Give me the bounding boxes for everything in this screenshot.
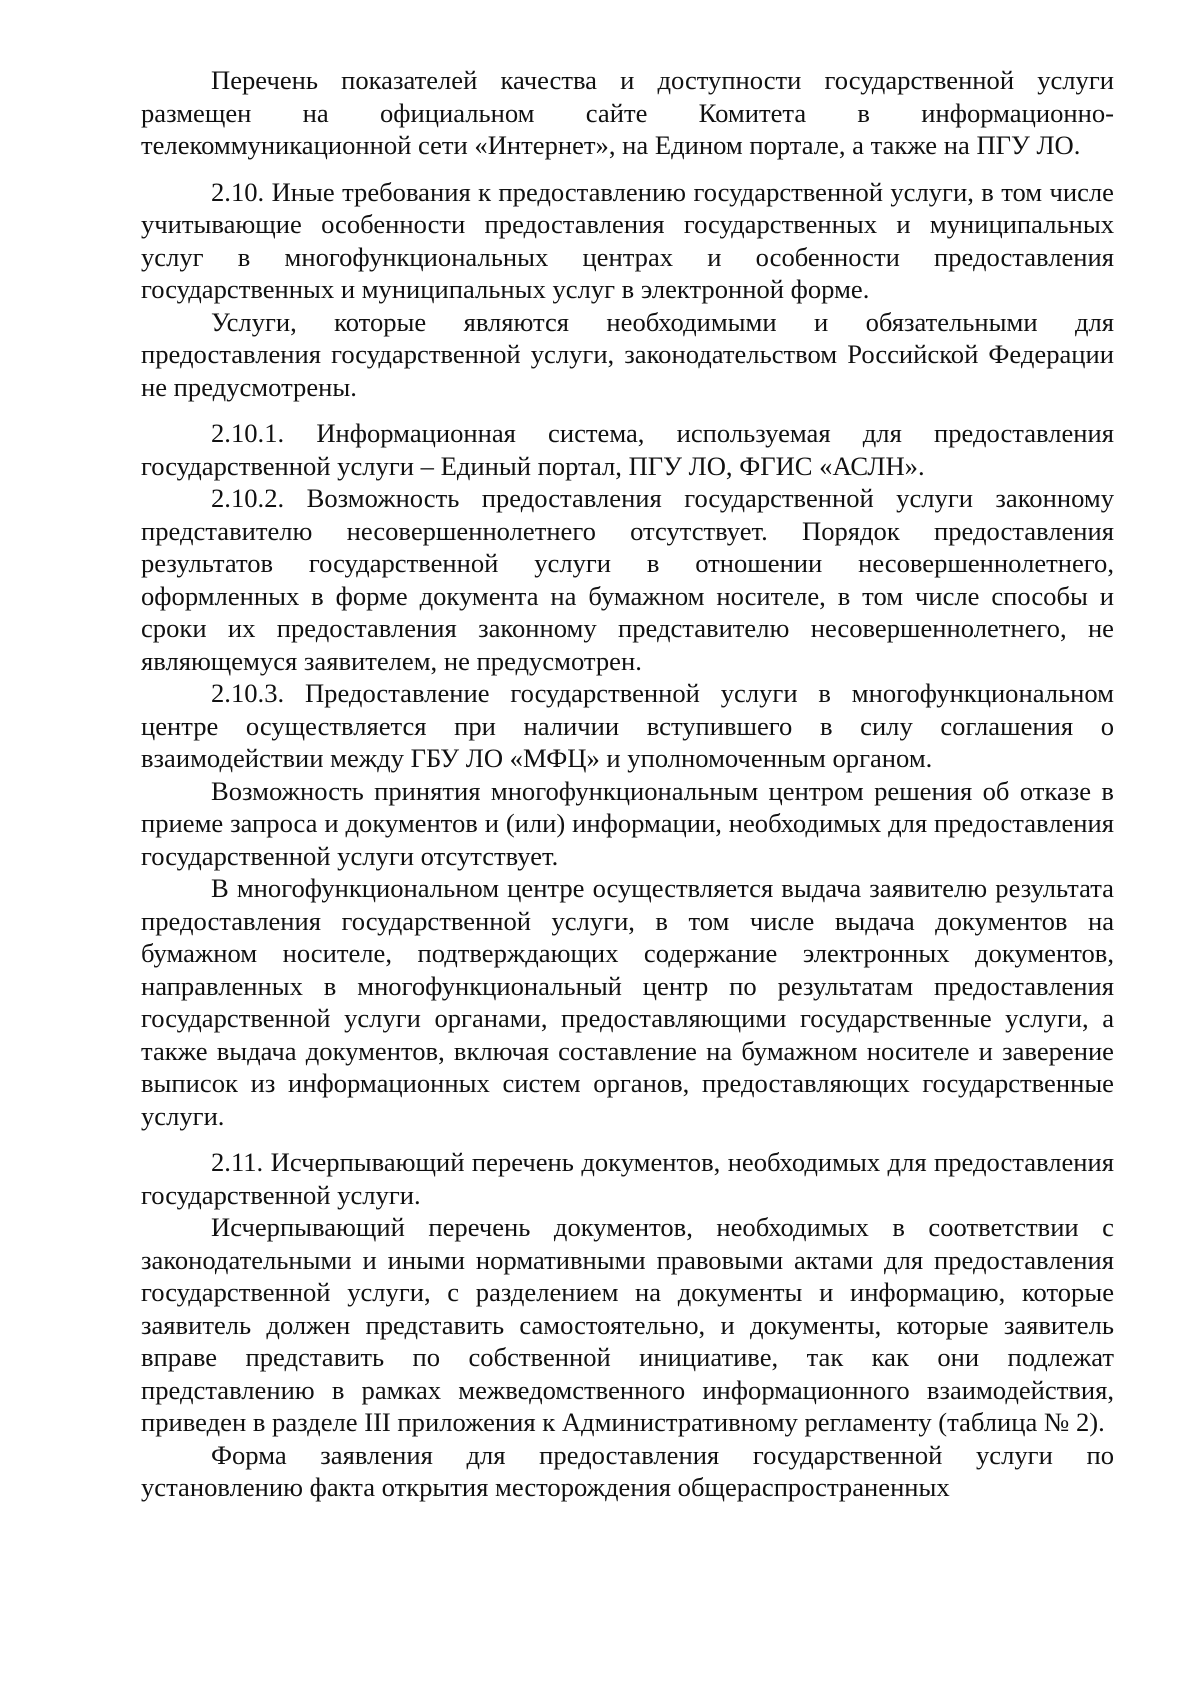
- paragraph-mfc-refusal: Возможность принятия многофункциональным центром решения об отказе в приеме запроса и документов и (или) информации, необходимых для предоставления государственной услуги отсутствует.: [141, 775, 1114, 871]
- paragraph-required-services: Услуги, которые являются необходимыми и обязательными для предоставления государственной услуги, законодательством Российской Федерации не предусмотрены.: [141, 306, 1114, 402]
- document-page: [141, 64, 1114, 1504]
- paragraph-documents-list: Исчерпывающий перечень документов, необходимых в соответствии с законодательными и иными нормативными правовыми актами для предоставления государственной услуги, с разделением на документы и информацию, которые заявитель должен представить самостоятельно, и документы, которые заявитель вправе представить по собственной инициативе, так как они подлежат представлению в рамках межведомственного информационного взаимодействия, приведен в разделе III приложения к Административному регламенту (таблица № 2).: [141, 1212, 1114, 1437]
- paragraph-2-10-1: 2.10.1. Информационная система, используемая для предоставления государственной услуги – Единый портал, ПГУ ЛО, ФГИС «АСЛН».: [141, 418, 1114, 481]
- paragraph-2-10: 2.10. Иные требования к предоставлению государственной услуги, в том числе учитывающие особенности предоставления государственных и муниципальных услуг в многофункциональных центрах и особенности предоставления государственных и муниципальных услуг в электронной форме.: [141, 176, 1114, 304]
- paragraph-mfc-issuance: В многофункциональном центре осуществляется выдача заявителю результата предоставления государственной услуги, в том числе выдача документов на бумажном носителе, подтверждающих содержание электронных документов, направленных в многофункциональный центр по результатам предоставления государственной услуги органами, предоставляющими государственные услуги, а также выдача документов, включая составление на бумажном носителе и заверение выписок из информационных систем органов, предоставляющих государственные услуги.: [141, 873, 1114, 1131]
- paragraph-2-10-2: 2.10.2. Возможность предоставления государственной услуги законному представителю несовершеннолетнего отсутствует. Порядок предоставления результатов государственной услуги в отношении несовершеннолетнего, оформленных в форме документа на бумажном носителе, в том числе способы и сроки их предоставления законному представителю несовершеннолетнего, не являющемуся заявителем, не предусмотрен.: [141, 483, 1114, 676]
- paragraph-quality-indicators: Перечень показателей качества и доступности государственной услуги размещен на официальном сайте Комитета в информационно-телекоммуникационной сети «Интернет», на Едином портале, а также на ПГУ ЛО.: [141, 65, 1114, 160]
- paragraph-2-10-3: 2.10.3. Предоставление государственной услуги в многофункциональном центре осуществляется при наличии вступившего в силу соглашения о взаимодействии между ГБУ ЛО «МФЦ» и уполномоченным органом.: [141, 678, 1114, 773]
- paragraph-application-form: Форма заявления для предоставления государственной услуги по установлению факта открытия месторождения общераспространенных: [141, 1439, 1114, 1502]
- paragraph-2-11: 2.11. Исчерпывающий перечень документов, необходимых для предоставления государственной услуги.: [141, 1147, 1114, 1210]
